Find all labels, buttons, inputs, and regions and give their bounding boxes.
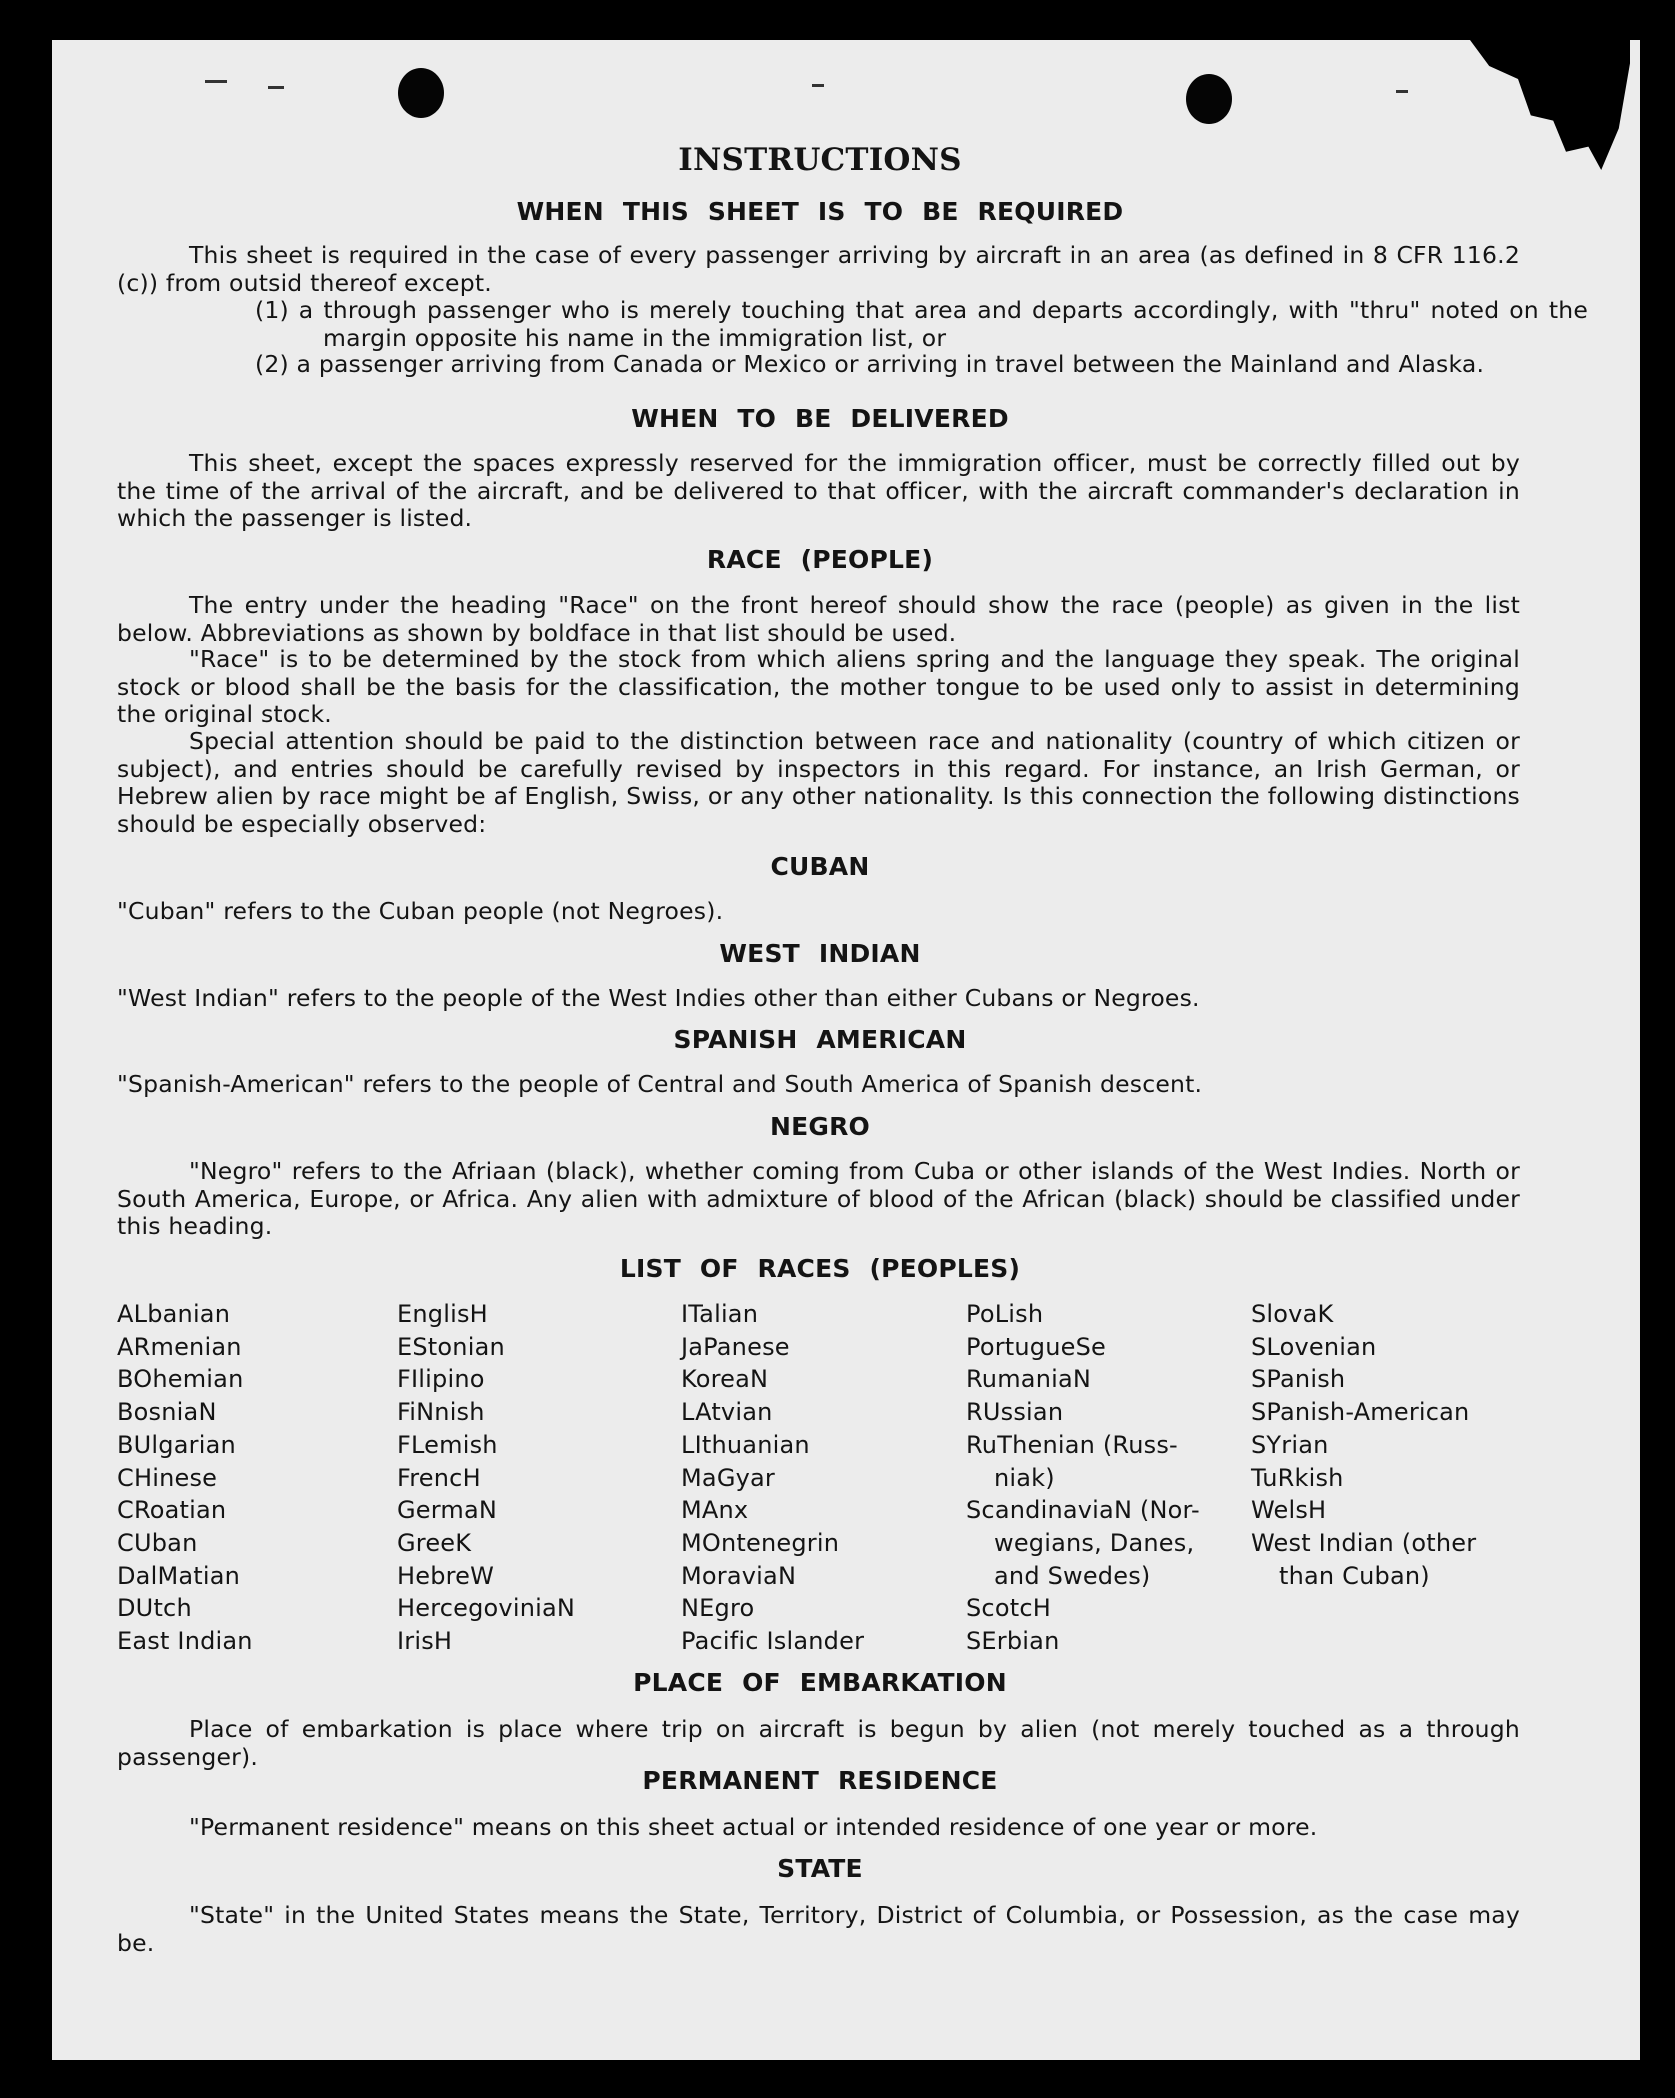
race-entry: and Swedes) — [994, 1561, 1151, 1590]
race-entry: than Cuban) — [1279, 1561, 1430, 1590]
race-entry: BosniaN — [117, 1398, 217, 1427]
state-text: "State" in the United States means the State, Territory, District of Columbia, or Possession, as the case may be. — [117, 1901, 1520, 1957]
race-entry: SlovaK — [1251, 1300, 1334, 1328]
race-entry: ALbanian — [117, 1300, 231, 1328]
race-entry: niak) — [994, 1463, 1055, 1492]
race-entry: JaPanese — [681, 1332, 790, 1361]
race-entry: PortugueSe — [966, 1332, 1106, 1361]
race-entry: MAnx — [681, 1496, 749, 1525]
race-paragraph-3: Special attention should be paid to the distinction between race and nationality (country of which citizen or subject), and entries should be carefully revised by inspectors in this regard. For instance, an Irish German, or Hebrew alien by race might be af English, Swiss, or any other nationality. Is this connection the following distinctions should be especially observed: — [117, 727, 1520, 838]
embarkation-text: Place of embarkation is place where trip on aircraft is begun by alien (not merely touched as a through passenger). — [117, 1715, 1520, 1771]
race-entry: GreeK — [397, 1528, 472, 1557]
spanish-american-text: "Spanish-American" refers to the people of Central and South America of Spanish descent. — [117, 1070, 1203, 1098]
race-entry: KoreaN — [681, 1365, 769, 1394]
heading-when-delivered: WHEN TO BE DELIVERED — [631, 404, 1009, 433]
race-entry: ScandinaviaN (Nor- — [966, 1496, 1200, 1525]
race-entry: TuRkish — [1251, 1463, 1344, 1492]
heading-permanent-residence: PERMANENT RESIDENCE — [642, 1766, 998, 1795]
negro-text: "Negro" refers to the Afriaan (black), whether coming from Cuba or other islands of the West Indies. North or South America, Europe, or Africa. Any alien with admixture of blood of the African (black) should be classified under this heading. — [117, 1157, 1520, 1240]
race-entry: CRoatian — [117, 1496, 227, 1525]
exception-2: (2) a passenger arriving from Canada or Mexico or arriving in travel between the Mainland and Alaska. — [255, 350, 1485, 378]
punch-hole — [398, 68, 444, 118]
required-intro: This sheet is required in the case of every passenger arriving by aircraft in an area (as defined in 8 CFR 116.2 (c)) from outsid thereof except. — [117, 241, 1520, 297]
heading-embarkation: PLACE OF EMBARKATION — [633, 1668, 1007, 1697]
race-entry: MOntenegrin — [681, 1528, 840, 1557]
race-entry: SPanish — [1251, 1365, 1346, 1394]
race-entry: SLovenian — [1251, 1332, 1377, 1361]
race-entry: LAtvian — [681, 1398, 773, 1427]
heading-cuban: CUBAN — [770, 852, 870, 881]
race-entry: RuThenian (Russ- — [966, 1430, 1178, 1459]
scan-speck — [205, 80, 227, 83]
race-column-3 — [681, 1298, 864, 1658]
race-column-1 — [117, 1298, 253, 1658]
race-entry: EnglisH — [397, 1300, 488, 1328]
exception-1: (1) a through passenger who is merely touching that area and departs accordingly, with "thru" noted on the margin opposite his name in the immigration list, or — [255, 296, 1588, 352]
scan-speck — [268, 86, 284, 89]
race-entry: HebreW — [397, 1561, 495, 1590]
race-entry: ARmenian — [117, 1332, 242, 1361]
race-column-5 — [1251, 1298, 1476, 1592]
heading-race: RACE (PEOPLE) — [706, 545, 934, 574]
race-paragraph-2: "Race" is to be determined by the stock from which aliens spring and the language they speak. The original stock or blood shall be the basis for the classification, the mother tongue to be used only to assist in determining the original stock. — [117, 645, 1520, 728]
race-entry: FrencH — [397, 1463, 481, 1492]
race-entry: LIthuanian — [681, 1430, 810, 1459]
race-column-4 — [966, 1298, 1200, 1658]
residence-text: "Permanent residence" means on this sheet actual or intended residence of one year or more. — [189, 1813, 1318, 1841]
race-entry: wegians, Danes, — [994, 1528, 1195, 1557]
race-entry: CUban — [117, 1528, 198, 1557]
race-entry: NEgro — [681, 1594, 755, 1623]
race-entry: FLemish — [397, 1430, 498, 1459]
race-entry: West Indian (other — [1251, 1528, 1477, 1557]
race-entry: GermaN — [397, 1496, 498, 1525]
delivered-text: This sheet, except the spaces expressly reserved for the immigration officer, must be correctly filled out by the time of the arrival of the aircraft, and be delivered to that officer, with the aircraft commander's declaration in which the passenger is listed. — [117, 449, 1520, 532]
race-entry: DUtch — [117, 1594, 192, 1623]
race-entry: WelsH — [1251, 1496, 1327, 1525]
race-entry: PoLish — [966, 1300, 1044, 1328]
race-entry: MoraviaN — [681, 1561, 797, 1590]
heading-list-of-races: LIST OF RACES (PEOPLES) — [619, 1254, 1021, 1283]
race-entry: RumaniaN — [966, 1365, 1092, 1394]
heading-spanish-american: SPANISH AMERICAN — [673, 1025, 967, 1054]
race-entry: SErbian — [966, 1627, 1060, 1656]
race-entry: FiNnish — [397, 1398, 485, 1427]
race-entry: CHinese — [117, 1463, 218, 1492]
race-entry: East Indian — [117, 1627, 253, 1656]
race-entry: FIlipino — [397, 1365, 485, 1394]
race-entry: BOhemian — [117, 1365, 244, 1394]
page-title: INSTRUCTIONS — [678, 142, 962, 178]
race-entry: SPanish-American — [1251, 1398, 1470, 1427]
race-entry: ITalian — [681, 1300, 759, 1328]
race-entry: SYrian — [1251, 1430, 1329, 1459]
race-entry: EStonian — [397, 1332, 505, 1361]
heading-west-indian: WEST INDIAN — [719, 939, 921, 968]
west-indian-text: "West Indian" refers to the people of the West Indies other than either Cubans or Negroes. — [117, 984, 1200, 1012]
scan-speck — [812, 84, 824, 87]
heading-state: STATE — [777, 1854, 863, 1883]
race-entry: IrisH — [397, 1627, 453, 1656]
punch-hole — [1186, 74, 1232, 124]
cuban-text: "Cuban" refers to the Cuban people (not Negroes). — [117, 897, 724, 925]
race-entry: DalMatian — [117, 1561, 241, 1590]
race-entry: BUlgarian — [117, 1430, 236, 1459]
race-entry: RUssian — [966, 1398, 1064, 1427]
race-entry: Pacific Islander — [681, 1627, 865, 1656]
race-entry: HercegoviniaN — [397, 1594, 576, 1623]
race-paragraph-1: The entry under the heading "Race" on the front hereof should show the race (people) as given in the list below. Abbreviations as shown by boldface in that list should be used. — [117, 591, 1520, 647]
race-entry: MaGyar — [681, 1463, 775, 1492]
race-entry: ScotcH — [966, 1594, 1051, 1623]
heading-when-required: WHEN THIS SHEET IS TO BE REQUIRED — [516, 197, 1124, 226]
heading-negro: NEGRO — [769, 1112, 871, 1141]
race-column-2 — [397, 1298, 575, 1658]
scan-speck — [1396, 90, 1408, 93]
